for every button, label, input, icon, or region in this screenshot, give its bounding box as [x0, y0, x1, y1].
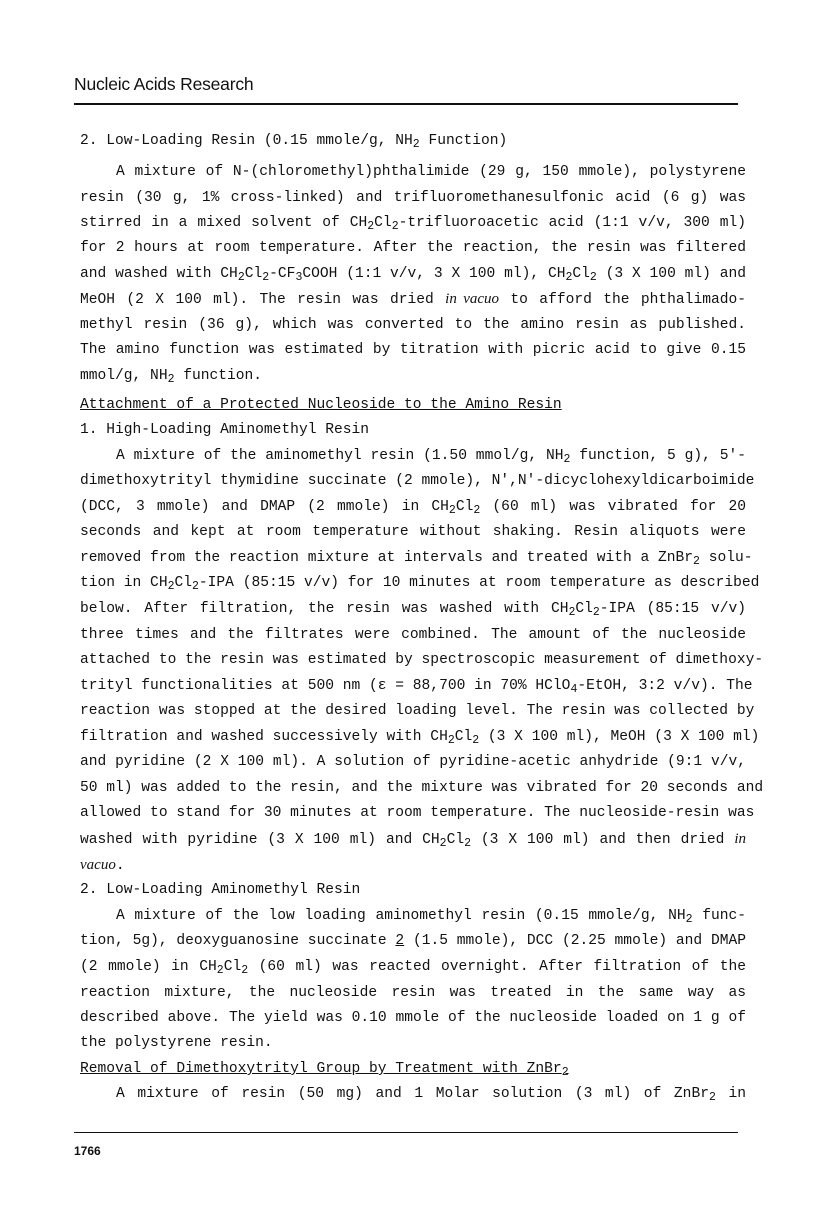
page-number: 1766 — [74, 1144, 101, 1158]
paragraph-line: washed with pyridine (3 X 100 ml) and $CH_2Cl_2$ (3 X 100 ml) and then dried in — [80, 831, 746, 850]
paragraph-line: three times and the filtrates were combined. The amount of the nucleoside — [80, 627, 746, 643]
paragraph-line: and pyridine (2 X 100 ml). A solution of pyridine-acetic anhydride (9:1 v/v, — [80, 754, 746, 770]
paragraph-line: and washed with $CH_2Cl_2-CF_3COOH$ (1:1 v/v, 3 X 100 ml), $CH_2Cl_2$ (3 X 100 ml) and — [80, 266, 747, 284]
paragraph-line: removed from the reaction mixture at intervals and treated with a ZnBr$_2$ solu- — [80, 550, 753, 568]
paragraph-line: MeOH (2 X 100 ml). The resin was dried in vacuo to afford the phthalimado- — [80, 291, 746, 308]
paragraph-line: A mixture of the low loading aminomethyl resin (0.15 mmole/g, $NH_2$ func- — [116, 908, 746, 926]
paragraph-line: reaction was stopped at the desired loading level. The resin was collected by — [80, 703, 755, 719]
paragraph-line: allowed to stand for 30 minutes at room temperature. The nucleoside-resin was — [80, 805, 755, 821]
paragraph-line: resin (30 g, 1% cross-linked) and trifluoromethanesulfonic acid (6 g) was — [80, 190, 746, 206]
paragraph-line: tion, 5g), deoxyguanosine succinate 2 (1.5 mmole), DCC (2.25 mmole) and DMAP — [80, 933, 746, 949]
paragraph-line: trityl functionalities at 500 nm (ε = 88,700 in 70% HClO$_4$-EtOH, 3:2 v/v). The — [80, 678, 753, 696]
paragraph-line: dimethoxytrityl thymidine succinate (2 mmole), N',N'-dicyclohexyldicarboimide — [80, 473, 755, 489]
paragraph-line: filtration and washed successively with $CH_2Cl_2$ (3 X 100 ml), MeOH (3 X 100 ml) — [80, 729, 760, 747]
section-heading: Removal of Dimethoxytrityl Group by Treatment with ZnBr$_2$ — [80, 1061, 569, 1079]
paragraph-line: 50 ml) was added to the resin, and the mixture was vibrated for 20 seconds and — [80, 780, 764, 796]
header-rule — [74, 103, 738, 105]
subsection-heading: 1. High-Loading Aminomethyl Resin — [80, 422, 370, 438]
paragraph-line: below. After filtration, the resin was washed with $CH_2Cl_2$-IPA (85:15 v/v) — [80, 601, 746, 619]
paragraph-line: the polystyrene resin. — [80, 1035, 273, 1051]
subsection-heading: 2. Low-Loading Resin (0.15 mmole/g, $NH_2$ Function) — [80, 133, 508, 151]
paragraph-line: reaction mixture, the nucleoside resin was treated in the same way as — [80, 985, 746, 1001]
paragraph-line: The amino function was estimated by titration with picric acid to give 0.15 — [80, 342, 746, 358]
paragraph-line: A mixture of N-(chloromethyl)phthalimide (29 g, 150 mmole), polystyrene — [116, 164, 746, 180]
paragraph-line: seconds and kept at room temperature without shaking. Resin aliquots were — [80, 524, 746, 540]
paragraph-line: A mixture of resin (50 mg) and 1 Molar solution (3 ml) of ZnBr$_2$ in — [116, 1086, 746, 1104]
paragraph-line: described above. The yield was 0.10 mmole of the nucleoside loaded on 1 g of — [80, 1010, 746, 1026]
paragraph-line: for 2 hours at room temperature. After the reaction, the resin was filtered — [80, 240, 746, 256]
footer-rule — [74, 1132, 738, 1133]
paragraph-line: methyl resin (36 g), which was converted to the amino resin as published. — [80, 317, 746, 333]
paragraph-line: attached to the resin was estimated by spectroscopic measurement of dimethoxy- — [80, 652, 764, 668]
paragraph-line: mmol/g, $NH_2$ function. — [80, 368, 263, 386]
paragraph-line: A mixture of the aminomethyl resin (1.50 mmol/g, $NH_2$ function, 5 g), 5'- — [116, 448, 746, 466]
paragraph-line: (DCC, 3 mmole) and DMAP (2 mmole) in $CH_2Cl_2$ (60 ml) was vibrated for 20 — [80, 499, 746, 517]
paragraph-line: tion in $CH_2Cl_2$-IPA (85:15 v/v) for 10 minutes at room temperature as described — [80, 575, 760, 593]
section-heading: Attachment of a Protected Nucleoside to the Amino Resin — [80, 397, 562, 413]
subsection-heading: 2. Low-Loading Aminomethyl Resin — [80, 882, 361, 898]
paragraph-line: stirred in a mixed solvent of $CH_2Cl_2$-trifluoroacetic acid (1:1 v/v, 300 ml) — [80, 215, 746, 233]
journal-title: Nucleic Acids Research — [74, 74, 254, 94]
paragraph-line: vacuo. — [80, 857, 125, 874]
paragraph-line: (2 mmole) in $CH_2Cl_2$ (60 ml) was reacted overnight. After filtration of the — [80, 959, 746, 977]
